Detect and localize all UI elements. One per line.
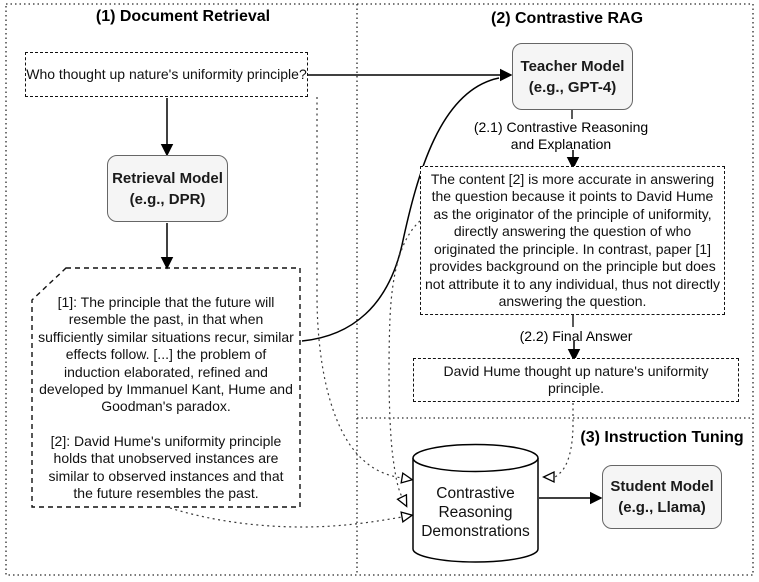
demonstrations-db-label: Contrastive Reasoning Demonstrations <box>421 485 530 540</box>
reasoning-text: The content [2] is more accurate in answering the question because it points to David Hume as the originator of the principle of uniformity, directly answering the question of who originated the principle. In contrast, paper [1] provides background on the principle but does not attribute it to any individual, thus not directly answering the question. <box>425 170 720 309</box>
question-box <box>25 52 308 97</box>
document-passage-2: [2]: David Hume's uniformity principle holds that unobserved instances are similar to observed instances and that the future resembles the past. <box>48 432 284 502</box>
retrieval-model-example: (e.g., DPR) <box>129 190 206 208</box>
question-text: Who thought up nature's uniformity principle? <box>26 65 307 82</box>
retrieval-model-name: Retrieval Model <box>112 169 223 187</box>
section-3-title: (3) Instruction Tuning <box>580 429 744 446</box>
feed-question-to-demonstrations <box>317 97 402 478</box>
label-step-2-1: (2.1) Contrastive Reasoning and Explanation <box>473 119 649 152</box>
cylinder-top <box>413 445 538 472</box>
teacher-model-example: (e.g., GPT-4) <box>528 78 617 96</box>
student-model-name: Student Model <box>610 478 714 495</box>
teacher-model-name: Teacher Model <box>520 57 625 75</box>
reasoning-box <box>420 166 725 315</box>
feed-documents-to-demonstrations <box>170 508 402 527</box>
retrieval-model-node <box>107 155 228 222</box>
section-2-title: (2) Contrastive RAG <box>490 10 644 27</box>
section-1-title: (1) Document Retrieval <box>95 8 271 25</box>
teacher-model-node <box>512 43 633 110</box>
document-passage-1: [1]: The principle that the future will resemble the past, in that when sufficiently similar situations recur, similar effects follow. [...] the problem of induction elaborated, refined and developed by Immanuel Kant, Hume and Goodman's paradox. <box>38 294 294 415</box>
student-model-example: (e.g., Llama) <box>618 499 706 516</box>
documents-box <box>38 294 294 502</box>
label-step-2-2: (2.2) Final Answer <box>519 328 633 344</box>
final-answer-box <box>413 358 739 402</box>
final-answer-text: David Hume thought up nature's uniformity principle. <box>443 362 709 396</box>
student-model-node <box>602 465 722 529</box>
